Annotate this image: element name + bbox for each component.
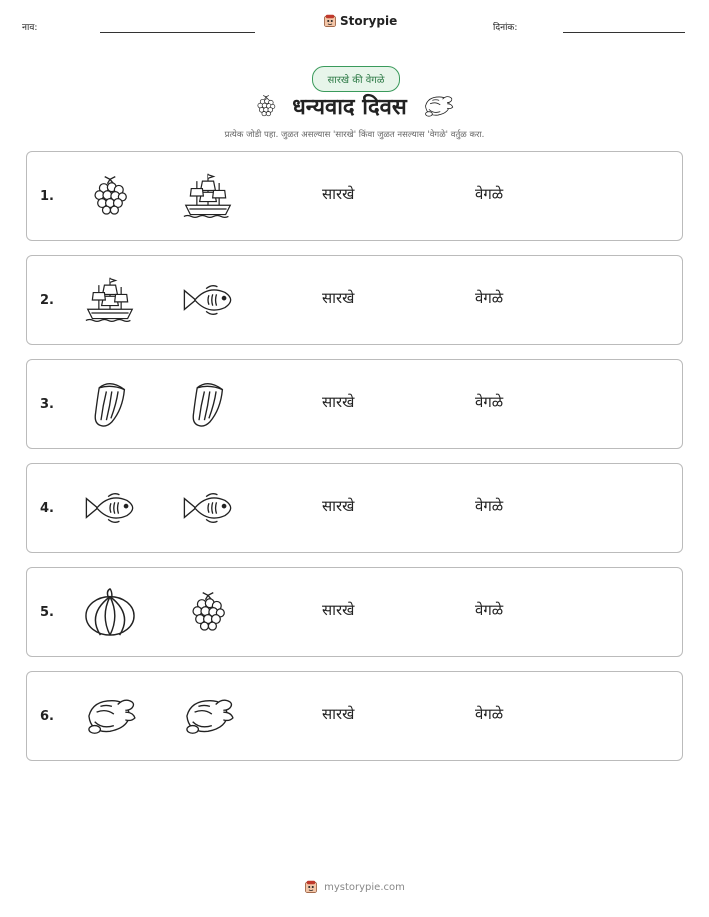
turkey-icon [421, 92, 455, 120]
option-different[interactable]: वेगळे [475, 705, 504, 723]
question-number: 1. [40, 189, 54, 204]
left-picture [82, 586, 138, 638]
option-different[interactable]: वेगळे [475, 497, 504, 515]
left-picture [82, 690, 138, 742]
question-card [26, 567, 683, 657]
seed-icon [92, 378, 128, 430]
question-card [26, 671, 683, 761]
raspberry-icon [88, 174, 132, 218]
title-row [0, 90, 709, 122]
question-card [26, 255, 683, 345]
instructions: प्रत्येक जोडी पहा. जुळत असल्यास 'सारखे' किंवा जुळत नसल्यास 'वेगळे' वर्तुळ करा. [224, 130, 485, 140]
brand-name: Storypie [340, 14, 398, 28]
pumpkin-icon [83, 587, 137, 637]
option-different[interactable]: वेगळे [475, 601, 504, 619]
right-picture [180, 170, 236, 222]
question-number: 6. [40, 709, 54, 724]
right-picture [180, 378, 236, 430]
left-picture [82, 378, 138, 430]
option-same[interactable]: सारखे [322, 289, 355, 307]
date-label: दिनांक: [493, 23, 518, 33]
left-picture [82, 170, 138, 222]
footer-url: mystorypie.com [324, 881, 405, 893]
activity-badge: सारखे की वेगळे [312, 66, 400, 92]
seed-icon [190, 378, 226, 430]
option-same[interactable]: सारखे [322, 393, 355, 411]
page-title: धन्यवाद दिवस [292, 95, 407, 120]
option-different[interactable]: वेगळे [475, 185, 504, 203]
ship-icon [84, 275, 136, 325]
question-number: 2. [40, 293, 54, 308]
right-picture [180, 586, 236, 638]
storypie-logo-icon [304, 880, 318, 894]
name-line[interactable] [100, 32, 255, 33]
right-picture [180, 274, 236, 326]
option-same[interactable]: सारखे [322, 497, 355, 515]
footer [0, 880, 709, 894]
option-same[interactable]: सारखे [322, 705, 355, 723]
raspberry-icon [254, 94, 278, 118]
brand-logo [323, 14, 397, 28]
right-picture [180, 690, 236, 742]
turkey-icon [81, 693, 139, 739]
date-line[interactable] [563, 32, 685, 33]
turkey-icon [179, 693, 237, 739]
option-same[interactable]: सारखे [322, 185, 355, 203]
left-picture [82, 482, 138, 534]
fish-icon [83, 491, 137, 525]
fish-icon [181, 491, 235, 525]
option-different[interactable]: वेगळे [475, 289, 504, 307]
option-same[interactable]: सारखे [322, 601, 355, 619]
fish-icon [181, 283, 235, 317]
question-number: 5. [40, 605, 54, 620]
question-card [26, 151, 683, 241]
ship-icon [182, 171, 234, 221]
question-card [26, 463, 683, 553]
question-number: 4. [40, 501, 54, 516]
storypie-logo-icon [323, 14, 337, 28]
left-picture [82, 274, 138, 326]
worksheet-header [0, 14, 709, 38]
raspberry-icon [186, 590, 230, 634]
option-different[interactable]: वेगळे [475, 393, 504, 411]
question-card [26, 359, 683, 449]
question-number: 3. [40, 397, 54, 412]
name-label: नाव: [22, 23, 38, 33]
right-picture [180, 482, 236, 534]
